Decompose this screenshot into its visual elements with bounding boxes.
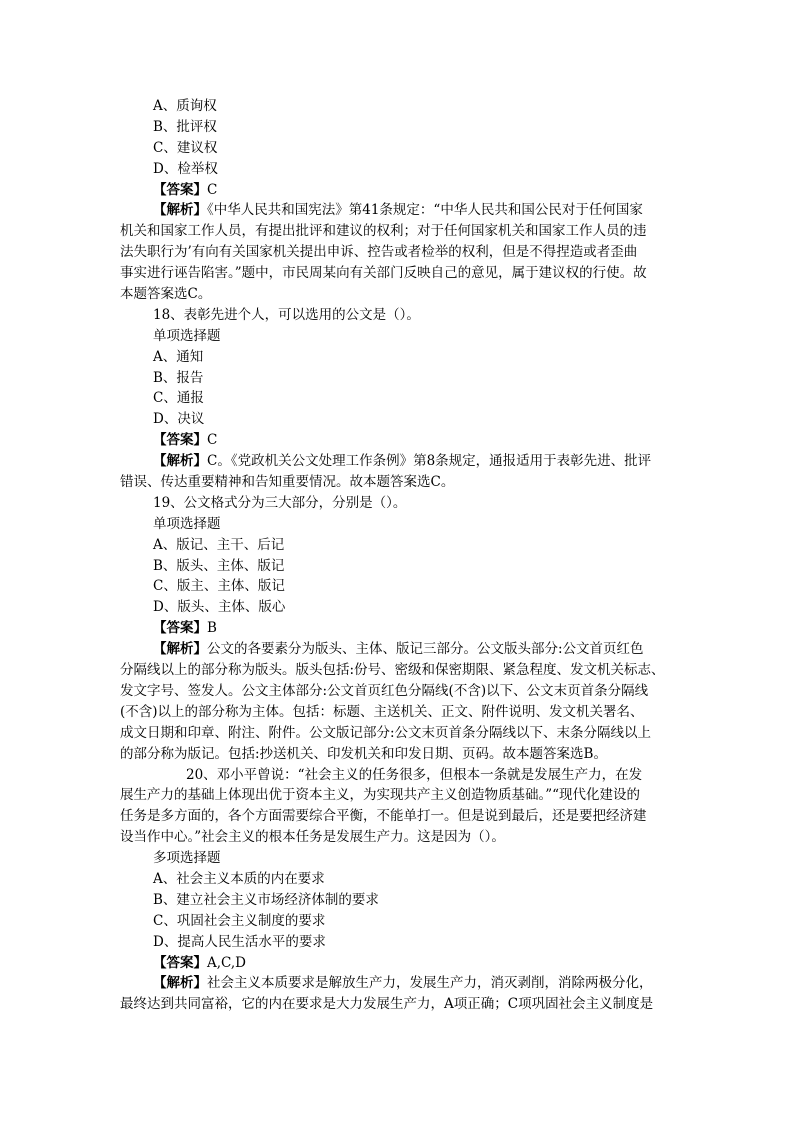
q20-question — [120, 765, 680, 849]
q20-option-b: B、建立社会主义市场经济体制的要求 — [153, 891, 379, 908]
q19-option-b: B、版头、主体、版记 — [153, 557, 285, 574]
q18-answer-tag: 【答案】 — [153, 432, 207, 449]
q17-analysis — [120, 200, 680, 304]
q20-question-line: 20、邓小平曾说：“社会主义的任务很多，但根本一条就是发展生产力，在发 — [186, 766, 643, 783]
q20-option-d: D、提高人民生活水平的要求 — [153, 933, 326, 950]
q17-analysis-tag: 【解析】 — [153, 202, 207, 219]
q20-type: 多项选择题 — [153, 850, 221, 867]
q20-analysis-line — [120, 973, 680, 994]
q19-analysis-line: (不含)以上的部分称为主体。包括：标题、主送机关、正文、附件说明、发文机关署名、 — [120, 703, 644, 720]
q17-analysis-line: 事实进行诬告陷害。”题中，市民周某向有关部门反映自己的意见，属于建议权的行使。故 — [120, 265, 647, 282]
q17-option-b: B、批评权 — [153, 118, 217, 135]
q19-question: 19、公文格式分为三大部分，分别是（）。 — [153, 494, 407, 511]
q17-answer-tag: 【答案】 — [153, 181, 207, 198]
q18-question: 18、表彰先进个人，可以选用的公文是（）。 — [153, 306, 420, 323]
q18-type: 单项选择题 — [153, 327, 221, 344]
q20-question-line: 设当作中心。”社会主义的根本任务是发展生产力。这是因为（）。 — [120, 829, 505, 846]
q19-analysis-line: 分隔线以上的部分称为版头。版头包括:份号、密级和保密期限、紧急程度、发文机关标志、 — [120, 662, 665, 679]
q18-option-c: C、通报 — [153, 390, 204, 407]
q17-analysis-line: 法失职行为’有向有关国家机关提出申诉、控告或者检举的权利，但是不得捏造或者歪曲 — [120, 244, 638, 261]
q20-option-c: C、巩固社会主义制度的要求 — [153, 912, 326, 929]
q17-option-c: C、建议权 — [153, 139, 218, 156]
q18-analysis-tag: 【解析】 — [153, 453, 207, 470]
q19-option-a: A、版记、主干、后记 — [153, 536, 285, 553]
q19-analysis-line: 发文字号、签发人。公文主体部分:公文首页红色分隔线(不含)以下、公文末页首条分隔线 — [120, 682, 649, 699]
q20-analysis-tag: 【解析】 — [153, 975, 207, 992]
q19-analysis-line — [120, 639, 680, 660]
q18-analysis-line: 错误、传达重要精神和告知重要情况。故本题答案选C。 — [120, 474, 455, 491]
q19-type: 单项选择题 — [153, 515, 221, 532]
q20-analysis-line: 最终达到共同富裕，它的内在要求是大力发展生产力，A项正确；C项巩固社会主义制度是 — [120, 996, 654, 1013]
q19-options — [120, 535, 680, 619]
q17-answer-value: C — [207, 181, 218, 198]
q18-option-d: D、决议 — [153, 411, 205, 428]
q18-analysis-line — [120, 451, 680, 472]
q20-option-a: A、社会主义本质的内在要求 — [153, 870, 325, 887]
q19-answer — [120, 618, 680, 639]
q19-option-d: D、版头、主体、版心 — [153, 599, 286, 616]
q17-answer — [120, 180, 680, 201]
q20-question-line: 任务是多方面的，各个方面需要综合平衡，不能单打一。但是说到最后，还是要把经济建 — [120, 808, 647, 825]
q19-answer-value: B — [207, 620, 217, 637]
q19-option-c: C、版主、主体、版记 — [153, 578, 285, 595]
q18-option-a: A、通知 — [153, 348, 204, 365]
q19-answer-tag: 【答案】 — [153, 620, 207, 637]
q20-options — [120, 869, 680, 953]
q18-answer — [120, 430, 680, 451]
q19-analysis-line: 成文日期和印章、附注、附件。公文版记部分:公文末页首条分隔线以下、末条分隔线以上 — [120, 724, 652, 741]
document-page — [120, 96, 680, 1015]
q20-answer-tag: 【答案】 — [153, 954, 207, 971]
q17-analysis-line: 本题答案选C。 — [120, 286, 212, 303]
q17-analysis-line: 机关和国家工作人员，有提出批评和建议的权利；对于任何国家机关和国家工作人员的违 — [120, 223, 647, 240]
q20-answer — [120, 953, 680, 974]
q18-answer-value: C — [207, 432, 218, 449]
q17-option-a: A、质询权 — [153, 98, 217, 114]
q17-option-d: D、检举权 — [153, 160, 218, 177]
q20-analysis — [120, 973, 680, 1015]
q17-analysis-line — [120, 200, 680, 221]
q17-options — [120, 96, 680, 180]
q20-question-line: 展生产力的基础上体现出优于资本主义，为实现共产主义创造物质基础。”“现代化建设的 — [120, 787, 641, 804]
q18-analysis-text: C。《党政机关公文处理工作条例》第8条规定，通报适用于表彰先进、批评 — [207, 453, 652, 470]
q19-analysis-line: 的部分称为版记。包括:抄送机关、印发机关和印发日期、页码。故本题答案选B。 — [120, 745, 607, 762]
q18-analysis — [120, 451, 680, 493]
q18-option-b: B、报告 — [153, 369, 204, 386]
q19-analysis-tag: 【解析】 — [153, 641, 207, 658]
q20-answer-value: A,C,D — [207, 954, 247, 971]
q20-analysis-text: 社会主义本质要求是解放生产力，发展生产力，消灭剥削，消除两极分化， — [207, 975, 653, 992]
q18-options — [120, 347, 680, 431]
q19-analysis — [120, 639, 680, 764]
q17-analysis-text: 《中华人民共和国宪法》第41条规定：“中华人民共和国公民对于任何国家 — [207, 202, 643, 219]
q19-analysis-text: 公文的各要素分为版头、主体、版记三部分。公文版头部分:公文首页红色 — [207, 641, 644, 658]
